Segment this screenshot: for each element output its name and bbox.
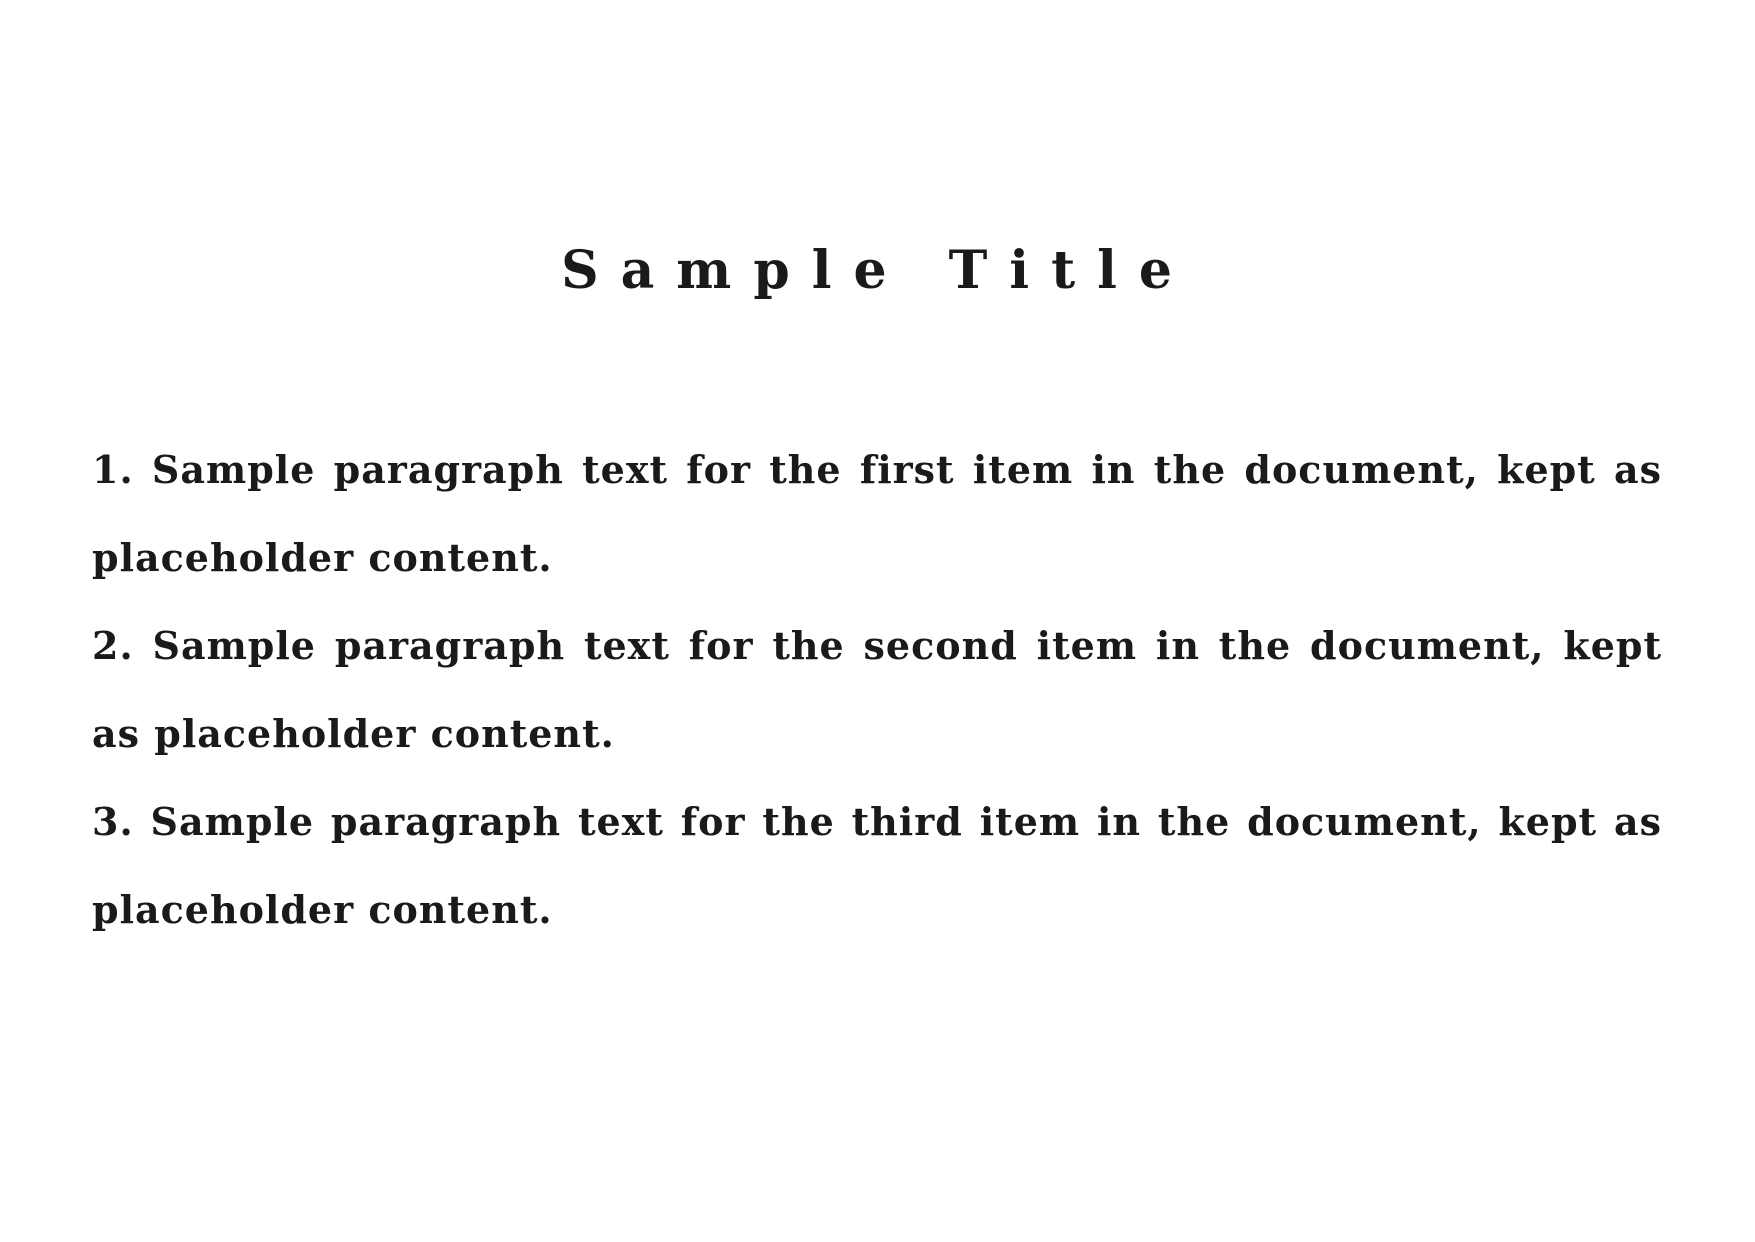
notice-item-3: 3. Sample paragraph text for the third item in the document, kept as placeholder content.	[92, 799, 1662, 932]
notice-list	[92, 426, 1662, 954]
notice-item-2: 2. Sample paragraph text for the second item in the document, kept as placeholder content.	[92, 623, 1662, 756]
page-title: Sample Title	[561, 240, 1194, 301]
notice-item-1: 1. Sample paragraph text for the first item in the document, kept as placeholder content.	[92, 447, 1662, 580]
